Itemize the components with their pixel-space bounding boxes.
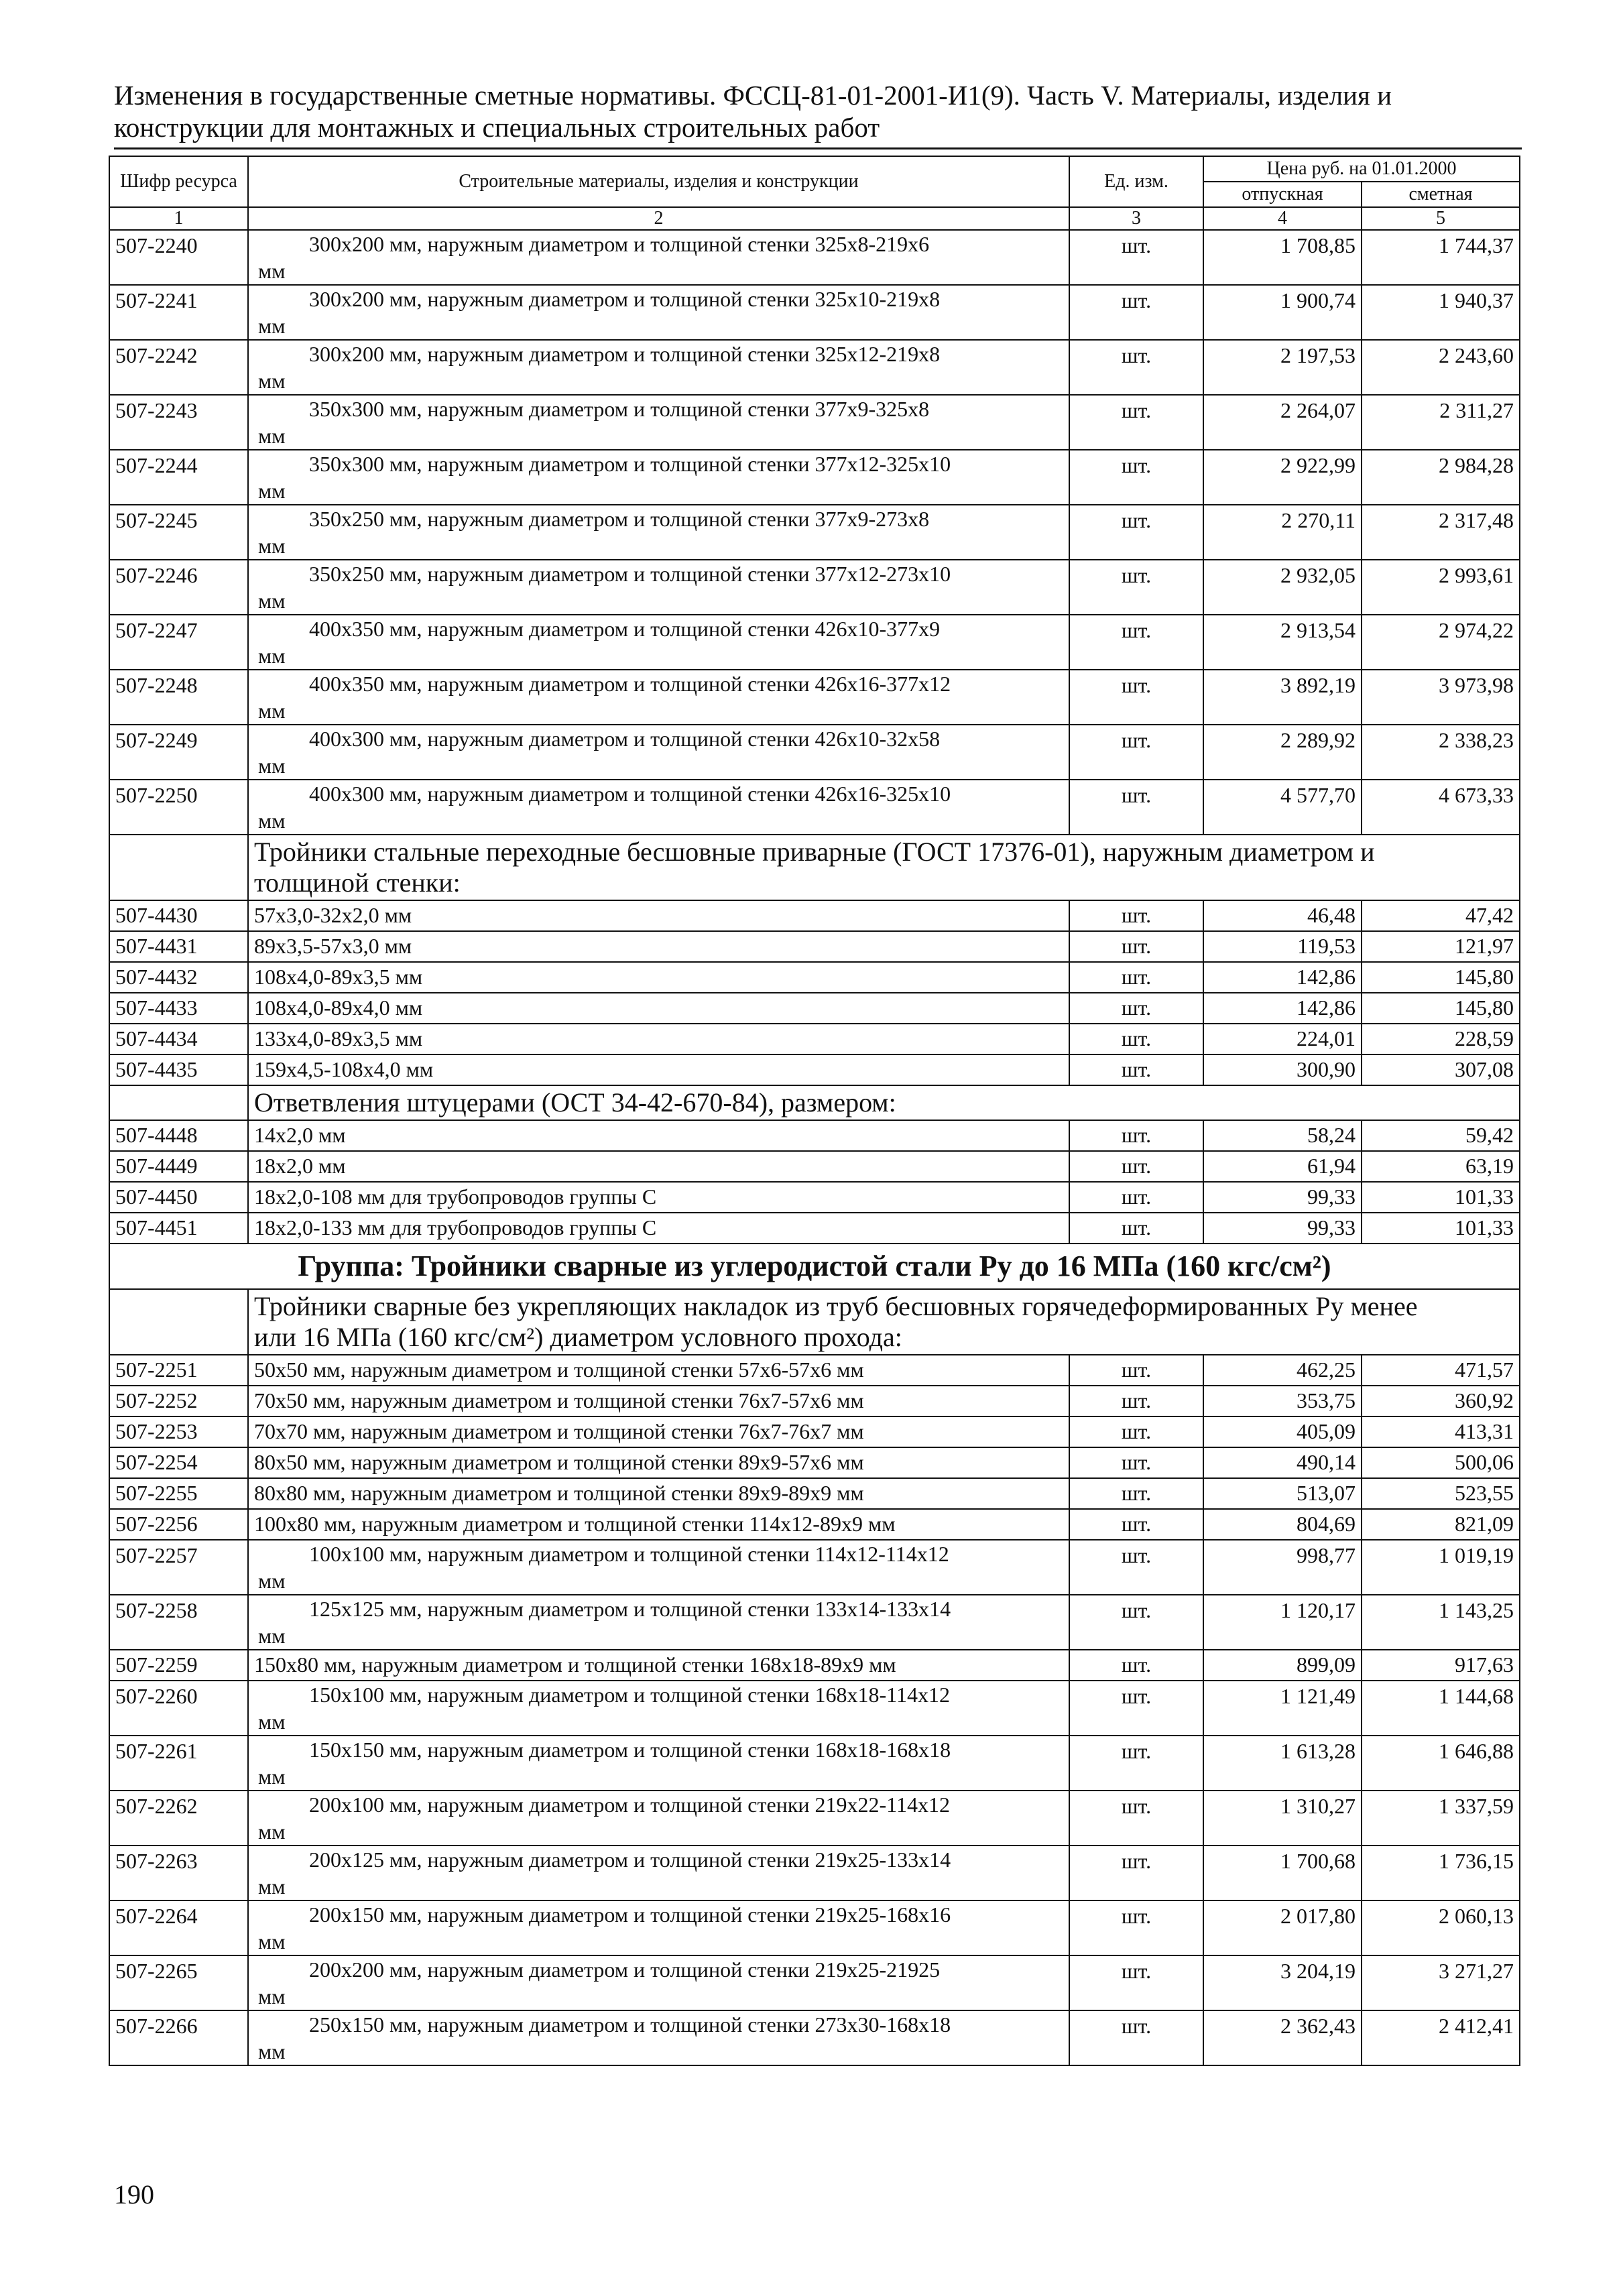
resource-code: 507-2252 — [109, 1386, 248, 1416]
unit: шт. — [1069, 1213, 1203, 1244]
description — [248, 1540, 1069, 1595]
description: 108х4,0-89х3,5 мм — [248, 962, 1069, 993]
description-text: 150х150 мм, наружным диаметром и толщиной стенки 168х18-168х18 — [309, 1738, 951, 1762]
estimate-price: 1 337,59 — [1362, 1791, 1520, 1846]
description-text: 350х250 мм, наружным диаметром и толщиной стенки 377х12-273х10 — [309, 562, 951, 586]
estimate-price: 2 412,41 — [1362, 2010, 1520, 2065]
section-heading — [248, 835, 1520, 900]
description-unit-text: мм — [258, 1929, 286, 1953]
release-price: 804,69 — [1203, 1509, 1362, 1540]
description — [248, 1791, 1069, 1846]
table-row — [109, 1595, 1520, 1650]
unit: шт. — [1069, 1120, 1203, 1151]
description: 70х70 мм, наружным диаметром и толщиной стенки 76х7-76х7 мм — [248, 1416, 1069, 1447]
description — [248, 1846, 1069, 1900]
unit: шт. — [1069, 725, 1203, 780]
release-price: 224,01 — [1203, 1024, 1362, 1054]
release-price: 462,25 — [1203, 1355, 1362, 1386]
table-row — [109, 1355, 1520, 1386]
description: 89х3,5-57х3,0 мм — [248, 931, 1069, 962]
description-text: 200х200 мм, наружным диаметром и толщиной стенки 219х25-21925 — [309, 1957, 941, 1982]
estimate-price: 471,57 — [1362, 1355, 1520, 1386]
description-text: 300х200 мм, наружным диаметром и толщиной стенки 325х8-219х6 — [309, 232, 930, 256]
col-header-estimate: сметная — [1362, 182, 1520, 207]
header-line-1: Изменения в государственные сметные нормативы. ФССЦ-81-01-2001-И1(9). Часть V. Материалы, изделия и — [114, 80, 1392, 111]
estimate-price: 500,06 — [1362, 1447, 1520, 1478]
release-price: 2 932,05 — [1203, 560, 1362, 615]
section-heading-line-1: Тройники стальные переходные бесшовные приварные (ГОСТ 17376-01), наружным диаметром и — [254, 837, 1375, 867]
resource-code: 507-4448 — [109, 1120, 248, 1151]
release-price: 1 708,85 — [1203, 230, 1362, 285]
estimate-price: 1 144,68 — [1362, 1681, 1520, 1736]
col-number-4: 4 — [1203, 207, 1362, 230]
unit: шт. — [1069, 1509, 1203, 1540]
release-price: 61,94 — [1203, 1151, 1362, 1182]
table-row — [109, 725, 1520, 780]
description — [248, 395, 1069, 450]
estimate-price: 63,19 — [1362, 1151, 1520, 1182]
col-header-code: Шифр ресурса — [109, 156, 248, 207]
estimate-price: 917,63 — [1362, 1650, 1520, 1681]
description-text: 100х100 мм, наружным диаметром и толщиной стенки 114х12-114х12 — [309, 1542, 949, 1566]
resource-code: 507-2264 — [109, 1900, 248, 1955]
estimate-price: 101,33 — [1362, 1213, 1520, 1244]
estimate-price: 2 060,13 — [1362, 1900, 1520, 1955]
resource-code: 507-2248 — [109, 670, 248, 725]
description-text: 400х300 мм, наружным диаметром и толщиной стенки 426х10-32х58 — [309, 727, 941, 751]
unit: шт. — [1069, 1355, 1203, 1386]
description-unit-text: мм — [258, 1874, 286, 1898]
description-unit-text: мм — [258, 479, 286, 503]
description: 100х80 мм, наружным диаметром и толщиной стенки 114х12-89х9 мм — [248, 1509, 1069, 1540]
resource-code: 507-4449 — [109, 1151, 248, 1182]
description-unit-text: мм — [258, 1624, 286, 1648]
unit: шт. — [1069, 340, 1203, 395]
release-price: 2 017,80 — [1203, 1900, 1362, 1955]
table-row — [109, 450, 1520, 505]
resource-code: 507-2243 — [109, 395, 248, 450]
resource-code: 507-4432 — [109, 962, 248, 993]
release-price: 3 892,19 — [1203, 670, 1362, 725]
estimate-price: 2 311,27 — [1362, 395, 1520, 450]
estimate-price: 2 993,61 — [1362, 560, 1520, 615]
table-row — [109, 1478, 1520, 1509]
description — [248, 1595, 1069, 1650]
description-text: 300х200 мм, наружным диаметром и толщиной стенки 325х12-219х8 — [309, 342, 941, 366]
estimate-price: 2 338,23 — [1362, 725, 1520, 780]
description-unit-text: мм — [258, 314, 286, 338]
resource-code: 507-4434 — [109, 1024, 248, 1054]
section-heading-row — [109, 835, 1520, 900]
unit: шт. — [1069, 1900, 1203, 1955]
unit: шт. — [1069, 993, 1203, 1024]
group-heading: Группа: Тройники сварные из углеродистой стали Ру до 16 МПа (160 кгс/см²) — [109, 1244, 1520, 1289]
resource-code: 507-2262 — [109, 1791, 248, 1846]
page-header — [114, 79, 1522, 143]
description: 57х3,0-32х2,0 мм — [248, 900, 1069, 931]
resource-code: 507-2250 — [109, 780, 248, 835]
release-price: 142,86 — [1203, 962, 1362, 993]
description — [248, 340, 1069, 395]
group-heading-row — [109, 1244, 1520, 1289]
materials-table — [109, 156, 1520, 2066]
description — [248, 450, 1069, 505]
unit: шт. — [1069, 505, 1203, 560]
description — [248, 615, 1069, 670]
release-price: 142,86 — [1203, 993, 1362, 1024]
description-text: 150х100 мм, наружным диаметром и толщиной стенки 168х18-114х12 — [309, 1683, 950, 1707]
section-heading-line-2: толщиной стенки: — [254, 867, 461, 898]
resource-code: 507-4451 — [109, 1213, 248, 1244]
header-row — [109, 156, 1520, 182]
description: 80х50 мм, наружным диаметром и толщиной стенки 89х9-57х6 мм — [248, 1447, 1069, 1478]
unit: шт. — [1069, 615, 1203, 670]
release-price: 2 264,07 — [1203, 395, 1362, 450]
estimate-price: 360,92 — [1362, 1386, 1520, 1416]
resource-code: 507-2251 — [109, 1355, 248, 1386]
unit: шт. — [1069, 230, 1203, 285]
resource-code: 507-4435 — [109, 1054, 248, 1085]
unit: шт. — [1069, 1650, 1203, 1681]
release-price: 46,48 — [1203, 900, 1362, 931]
estimate-price: 228,59 — [1362, 1024, 1520, 1054]
unit: шт. — [1069, 1540, 1203, 1595]
resource-code: 507-2259 — [109, 1650, 248, 1681]
table-row — [109, 1791, 1520, 1846]
release-price: 99,33 — [1203, 1213, 1362, 1244]
unit: шт. — [1069, 395, 1203, 450]
resource-code: 507-2241 — [109, 285, 248, 340]
header-line-2: конструкции для монтажных и специальных строительных работ — [114, 112, 880, 143]
unit: шт. — [1069, 1846, 1203, 1900]
description — [248, 230, 1069, 285]
description-text: 350х250 мм, наружным диаметром и толщиной стенки 377х9-273х8 — [309, 507, 930, 531]
description: 108х4,0-89х4,0 мм — [248, 993, 1069, 1024]
table-row — [109, 1650, 1520, 1681]
release-price: 2 270,11 — [1203, 505, 1362, 560]
resource-code: 507-4431 — [109, 931, 248, 962]
release-price: 513,07 — [1203, 1478, 1362, 1509]
description — [248, 1736, 1069, 1791]
description — [248, 505, 1069, 560]
resource-code: 507-2253 — [109, 1416, 248, 1447]
estimate-price: 1 736,15 — [1362, 1846, 1520, 1900]
table-body — [109, 156, 1520, 2065]
table-row — [109, 615, 1520, 670]
resource-code: 507-2266 — [109, 2010, 248, 2065]
description-text: 400х350 мм, наружным диаметром и толщиной стенки 426х10-377х9 — [309, 617, 941, 641]
description: 133х4,0-89х3,5 мм — [248, 1024, 1069, 1054]
release-price: 1 900,74 — [1203, 285, 1362, 340]
table-row — [109, 962, 1520, 993]
description: 150х80 мм, наружным диаметром и толщиной стенки 168х18-89х9 мм — [248, 1650, 1069, 1681]
release-price: 1 613,28 — [1203, 1736, 1362, 1791]
table-row — [109, 1386, 1520, 1416]
table-row — [109, 1900, 1520, 1955]
description-unit-text: мм — [258, 1764, 286, 1789]
section-code-cell — [109, 835, 248, 900]
estimate-price: 47,42 — [1362, 900, 1520, 931]
estimate-price: 3 271,27 — [1362, 1955, 1520, 2010]
description-unit-text: мм — [258, 808, 286, 833]
resource-code: 507-4430 — [109, 900, 248, 931]
release-price: 405,09 — [1203, 1416, 1362, 1447]
unit: шт. — [1069, 1791, 1203, 1846]
table-row — [109, 1681, 1520, 1736]
table-row — [109, 560, 1520, 615]
description-unit-text: мм — [258, 589, 286, 613]
section-code-cell — [109, 1289, 248, 1355]
resource-code: 507-2244 — [109, 450, 248, 505]
description-unit-text: мм — [258, 753, 286, 778]
estimate-price: 2 974,22 — [1362, 615, 1520, 670]
col-number-1: 1 — [109, 207, 248, 230]
description-unit-text: мм — [258, 1709, 286, 1734]
description-text: 300х200 мм, наружным диаметром и толщиной стенки 325х10-219х8 — [309, 287, 941, 311]
release-price: 1 700,68 — [1203, 1846, 1362, 1900]
col-number-5: 5 — [1362, 207, 1520, 230]
release-price: 2 289,92 — [1203, 725, 1362, 780]
description-text: 200х150 мм, наружным диаметром и толщиной стенки 219х25-168х16 — [309, 1902, 951, 1927]
estimate-price: 413,31 — [1362, 1416, 1520, 1447]
estimate-price: 821,09 — [1362, 1509, 1520, 1540]
description: 18х2,0-133 мм для трубопроводов группы С — [248, 1213, 1069, 1244]
unit: шт. — [1069, 1024, 1203, 1054]
release-price: 300,90 — [1203, 1054, 1362, 1085]
unit: шт. — [1069, 1681, 1203, 1736]
description-unit-text: мм — [258, 1984, 286, 2008]
estimate-price: 145,80 — [1362, 993, 1520, 1024]
unit: шт. — [1069, 2010, 1203, 2065]
estimate-price: 307,08 — [1362, 1054, 1520, 1085]
resource-code: 507-2242 — [109, 340, 248, 395]
description-unit-text: мм — [258, 369, 286, 393]
unit: шт. — [1069, 900, 1203, 931]
estimate-price: 1 019,19 — [1362, 1540, 1520, 1595]
estimate-price: 1 646,88 — [1362, 1736, 1520, 1791]
table-row — [109, 1182, 1520, 1213]
description: 14х2,0 мм — [248, 1120, 1069, 1151]
description — [248, 725, 1069, 780]
release-price: 2 922,99 — [1203, 450, 1362, 505]
unit: шт. — [1069, 1478, 1203, 1509]
description-unit-text: мм — [258, 1819, 286, 1844]
resource-code: 507-2249 — [109, 725, 248, 780]
description: 18х2,0-108 мм для трубопроводов группы С — [248, 1182, 1069, 1213]
description — [248, 1900, 1069, 1955]
section-code-cell — [109, 1085, 248, 1120]
release-price: 2 913,54 — [1203, 615, 1362, 670]
unit: шт. — [1069, 1736, 1203, 1791]
release-price: 3 204,19 — [1203, 1955, 1362, 2010]
resource-code: 507-2260 — [109, 1681, 248, 1736]
unit: шт. — [1069, 560, 1203, 615]
description — [248, 1681, 1069, 1736]
estimate-price: 101,33 — [1362, 1182, 1520, 1213]
table-row — [109, 1213, 1520, 1244]
release-price: 998,77 — [1203, 1540, 1362, 1595]
table-row — [109, 931, 1520, 962]
release-price: 119,53 — [1203, 931, 1362, 962]
unit: шт. — [1069, 1151, 1203, 1182]
unit: шт. — [1069, 1054, 1203, 1085]
unit: шт. — [1069, 780, 1203, 835]
resource-code: 507-2261 — [109, 1736, 248, 1791]
col-header-unit: Ед. изм. — [1069, 156, 1203, 207]
release-price: 353,75 — [1203, 1386, 1362, 1416]
table-row — [109, 2010, 1520, 2065]
resource-code: 507-4433 — [109, 993, 248, 1024]
release-price: 4 577,70 — [1203, 780, 1362, 835]
table-row — [109, 505, 1520, 560]
description-unit-text: мм — [258, 2039, 286, 2063]
resource-code: 507-2246 — [109, 560, 248, 615]
description — [248, 1955, 1069, 2010]
release-price: 1 121,49 — [1203, 1681, 1362, 1736]
resource-code: 507-2256 — [109, 1509, 248, 1540]
description-unit-text: мм — [258, 644, 286, 668]
resource-code: 507-4450 — [109, 1182, 248, 1213]
description-unit-text: мм — [258, 424, 286, 448]
table-row — [109, 1509, 1520, 1540]
col-header-price: Цена руб. на 01.01.2000 — [1203, 156, 1520, 182]
resource-code: 507-2258 — [109, 1595, 248, 1650]
description-text: 200х125 мм, наружным диаметром и толщиной стенки 219х25-133х14 — [309, 1848, 951, 1872]
description-unit-text: мм — [258, 534, 286, 558]
page-number: 190 — [114, 2179, 154, 2210]
table-row — [109, 900, 1520, 931]
section-heading-row — [109, 1085, 1520, 1120]
estimate-price: 2 984,28 — [1362, 450, 1520, 505]
resource-code: 507-2247 — [109, 615, 248, 670]
section-heading-line-1: Ответвления штуцерами (ОСТ 34-42-670-84), размером: — [254, 1087, 896, 1117]
table-row — [109, 670, 1520, 725]
estimate-price: 121,97 — [1362, 931, 1520, 962]
table-row — [109, 395, 1520, 450]
section-heading-row — [109, 1289, 1520, 1355]
section-heading — [248, 1085, 1520, 1120]
description — [248, 780, 1069, 835]
description-text: 125х125 мм, наружным диаметром и толщиной стенки 133х14-133х14 — [309, 1597, 951, 1621]
unit: шт. — [1069, 962, 1203, 993]
description-text: 350х300 мм, наружным диаметром и толщиной стенки 377х12-325х10 — [309, 452, 951, 476]
release-price: 1 120,17 — [1203, 1595, 1362, 1650]
unit: шт. — [1069, 1447, 1203, 1478]
table-row — [109, 1846, 1520, 1900]
description: 70х50 мм, наружным диаметром и толщиной стенки 76х7-57х6 мм — [248, 1386, 1069, 1416]
estimate-price: 2 317,48 — [1362, 505, 1520, 560]
estimate-price: 3 973,98 — [1362, 670, 1520, 725]
resource-code: 507-2254 — [109, 1447, 248, 1478]
table-row — [109, 1054, 1520, 1085]
table-row — [109, 285, 1520, 340]
unit: шт. — [1069, 1182, 1203, 1213]
release-price: 490,14 — [1203, 1447, 1362, 1478]
release-price: 2 362,43 — [1203, 2010, 1362, 2065]
table-row — [109, 340, 1520, 395]
description: 80х80 мм, наружным диаметром и толщиной стенки 89х9-89х9 мм — [248, 1478, 1069, 1509]
estimate-price: 523,55 — [1362, 1478, 1520, 1509]
resource-code: 507-2245 — [109, 505, 248, 560]
unit: шт. — [1069, 285, 1203, 340]
release-price: 2 197,53 — [1203, 340, 1362, 395]
resource-code: 507-2263 — [109, 1846, 248, 1900]
table-row — [109, 1024, 1520, 1054]
description-text: 350х300 мм, наружным диаметром и толщиной стенки 377х9-325х8 — [309, 397, 930, 421]
release-price: 99,33 — [1203, 1182, 1362, 1213]
description: 18х2,0 мм — [248, 1151, 1069, 1182]
estimate-price: 59,42 — [1362, 1120, 1520, 1151]
table-row — [109, 1540, 1520, 1595]
unit: шт. — [1069, 670, 1203, 725]
col-number-3: 3 — [1069, 207, 1203, 230]
col-header-name: Строительные материалы, изделия и конструкции — [248, 156, 1069, 207]
section-heading — [248, 1289, 1520, 1355]
description — [248, 285, 1069, 340]
unit: шт. — [1069, 1416, 1203, 1447]
table-row — [109, 1736, 1520, 1791]
resource-code: 507-2265 — [109, 1955, 248, 2010]
resource-code: 507-2257 — [109, 1540, 248, 1595]
table-row — [109, 1416, 1520, 1447]
table-row — [109, 1120, 1520, 1151]
header-rule — [114, 147, 1522, 149]
description-unit-text: мм — [258, 259, 286, 283]
unit: шт. — [1069, 931, 1203, 962]
table-row — [109, 230, 1520, 285]
unit: шт. — [1069, 1955, 1203, 2010]
unit: шт. — [1069, 1386, 1203, 1416]
unit: шт. — [1069, 450, 1203, 505]
section-heading-line-1: Тройники сварные без укрепляющих накладок из труб бесшовных горячедеформированных Ру менее — [254, 1291, 1418, 1321]
table-row — [109, 1955, 1520, 2010]
estimate-price: 4 673,33 — [1362, 780, 1520, 835]
column-number-row — [109, 207, 1520, 230]
unit: шт. — [1069, 1595, 1203, 1650]
section-heading-line-2: или 16 МПа (160 кгс/см²) диаметром условного прохода: — [254, 1322, 902, 1352]
description: 50х50 мм, наружным диаметром и толщиной стенки 57х6-57х6 мм — [248, 1355, 1069, 1386]
estimate-price: 1 744,37 — [1362, 230, 1520, 285]
table-row — [109, 780, 1520, 835]
release-price: 899,09 — [1203, 1650, 1362, 1681]
description-text: 200х100 мм, наружным диаметром и толщиной стенки 219х22-114х12 — [309, 1793, 950, 1817]
description-unit-text: мм — [258, 699, 286, 723]
release-price: 1 310,27 — [1203, 1791, 1362, 1846]
description-text: 400х300 мм, наружным диаметром и толщиной стенки 426х16-325х10 — [309, 782, 951, 806]
description: 159х4,5-108х4,0 мм — [248, 1054, 1069, 1085]
description-text: 400х350 мм, наружным диаметром и толщиной стенки 426х16-377х12 — [309, 672, 951, 696]
description — [248, 670, 1069, 725]
description-text: 250х150 мм, наружным диаметром и толщиной стенки 273х30-168х18 — [309, 2012, 951, 2037]
estimate-price: 145,80 — [1362, 962, 1520, 993]
table-row — [109, 1447, 1520, 1478]
col-number-2: 2 — [248, 207, 1069, 230]
estimate-price: 1 940,37 — [1362, 285, 1520, 340]
description — [248, 560, 1069, 615]
table-row — [109, 1151, 1520, 1182]
estimate-price: 2 243,60 — [1362, 340, 1520, 395]
estimate-price: 1 143,25 — [1362, 1595, 1520, 1650]
description-unit-text: мм — [258, 1569, 286, 1593]
description — [248, 2010, 1069, 2065]
resource-code: 507-2240 — [109, 230, 248, 285]
release-price: 58,24 — [1203, 1120, 1362, 1151]
resource-code: 507-2255 — [109, 1478, 248, 1509]
col-header-release: отпускная — [1203, 182, 1362, 207]
table-row — [109, 993, 1520, 1024]
